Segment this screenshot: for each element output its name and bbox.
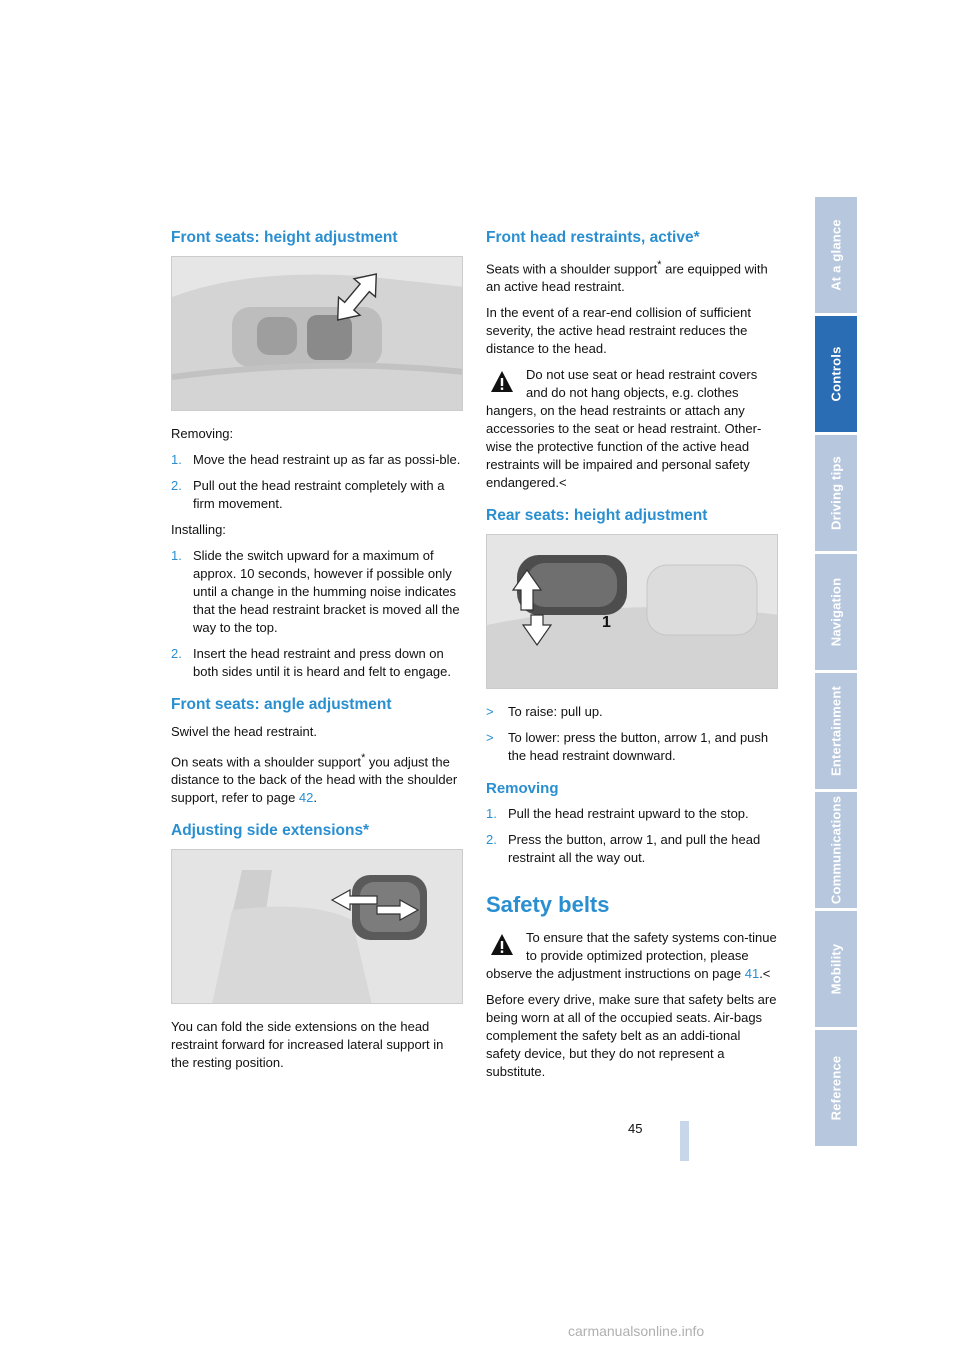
page-number: 45 xyxy=(628,1121,643,1136)
warning-icon xyxy=(490,933,514,957)
list-item: 1. Pull the head restraint upward to the stop. xyxy=(486,806,749,822)
page-link-42[interactable]: 42 xyxy=(298,790,314,806)
warning-icon xyxy=(490,370,514,394)
left-column xyxy=(171,228,463,1080)
removing-label: Removing: xyxy=(171,426,234,441)
list-item: 2. Press the button, arrow 1, and pull the head restraint all the way out. xyxy=(486,832,761,866)
list-item: > To lower: press the button, arrow 1, and push the head restraint downward. xyxy=(486,730,769,764)
figure-seat-switch xyxy=(171,256,463,411)
tab-navigation[interactable]: Navigation xyxy=(815,554,857,670)
active-text-1: Seats with a shoulder support* are equipped with an active head restraint. xyxy=(486,259,768,295)
heading-height-adjustment: Front seats: height adjustment xyxy=(171,229,398,246)
tab-reference[interactable]: Reference xyxy=(815,1030,857,1146)
side-extensions-text: You can fold the side extensions on the head restraint forward for increased lateral support in the resting position. xyxy=(171,1019,444,1071)
angle-text-1: Swivel the head restraint. xyxy=(171,724,317,739)
page-link-41[interactable]: 41 xyxy=(744,966,760,982)
tab-at-a-glance[interactable]: At a glance xyxy=(815,197,857,313)
chapter-sidebar xyxy=(815,197,857,1149)
heading-side-extensions: Adjusting side extensions* xyxy=(171,822,370,840)
tab-entertainment[interactable]: Entertainment xyxy=(815,673,857,789)
list-item: 1. Slide the switch upward for a maximum of approx. 10 seconds, however if possible only until a change in the humming noise indicates that the head restraint bracket is moved all the way to the top. xyxy=(171,548,460,635)
right-column xyxy=(486,228,778,1089)
tab-communications[interactable]: Communications xyxy=(815,792,857,908)
warning-note-1: Do not use seat or head restraint covers and do not hang objects, e.g. clothes hangers, on the head restraints or attach any accessories to the seat or head restraint. Other-wise the protective function of the active head restraints will be impaired and personal safety endangered.< xyxy=(486,367,762,491)
list-item: > To raise: pull up. xyxy=(486,704,603,720)
seat-switch-illustration xyxy=(172,257,463,411)
figure-rear-head-restraint xyxy=(486,534,778,689)
tab-mobility[interactable]: Mobility xyxy=(815,911,857,1027)
tab-controls[interactable]: Controls xyxy=(815,316,857,432)
heading-angle-adjustment: Front seats: angle adjustment xyxy=(171,696,392,713)
heading-safety-belts: Safety belts xyxy=(486,892,610,918)
rear-head-restraint-illustration xyxy=(487,535,778,689)
figure-side-extensions xyxy=(171,849,463,1004)
active-text-2: In the event of a rear-end collision of sufficient severity, the active head restraint reduces the distance to the head. xyxy=(486,305,751,357)
warning-note-2: To ensure that the safety systems con-tinue to provide optimized protection, please observe the adjustment instructions on page 41.< xyxy=(486,930,777,982)
installing-label: Installing: xyxy=(171,522,226,537)
watermark: carmanualsonline.info xyxy=(568,1323,705,1339)
page-marker xyxy=(680,1121,689,1161)
heading-active-head-restraints: Front head restraints, active* xyxy=(486,229,700,246)
safety-belts-text: Before every drive, make sure that safety belts are being worn at all of the occupied seats. Air-bags complement the safety belt as an addi-tional safety device, but they do not represent a substitute. xyxy=(486,992,777,1080)
side-extension-illustration xyxy=(172,850,463,1004)
heading-removing: Removing xyxy=(486,780,559,798)
tab-driving-tips[interactable]: Driving tips xyxy=(815,435,857,551)
list-item: 2. Pull out the head restraint completely with a firm movement. xyxy=(171,478,445,511)
angle-text-2: On seats with a shoulder support* you adjust the distance to the back of the head with the shoulder support, refer to page 42. xyxy=(171,752,458,806)
svg-text:1: 1 xyxy=(602,614,611,632)
list-item: 1. Move the head restraint up as far as possi-ble. xyxy=(171,452,461,467)
list-item: 2. Insert the head restraint and press down on both sides until it is heard and felt to engage. xyxy=(171,646,452,679)
heading-rear-seats: Rear seats: height adjustment xyxy=(486,507,708,525)
